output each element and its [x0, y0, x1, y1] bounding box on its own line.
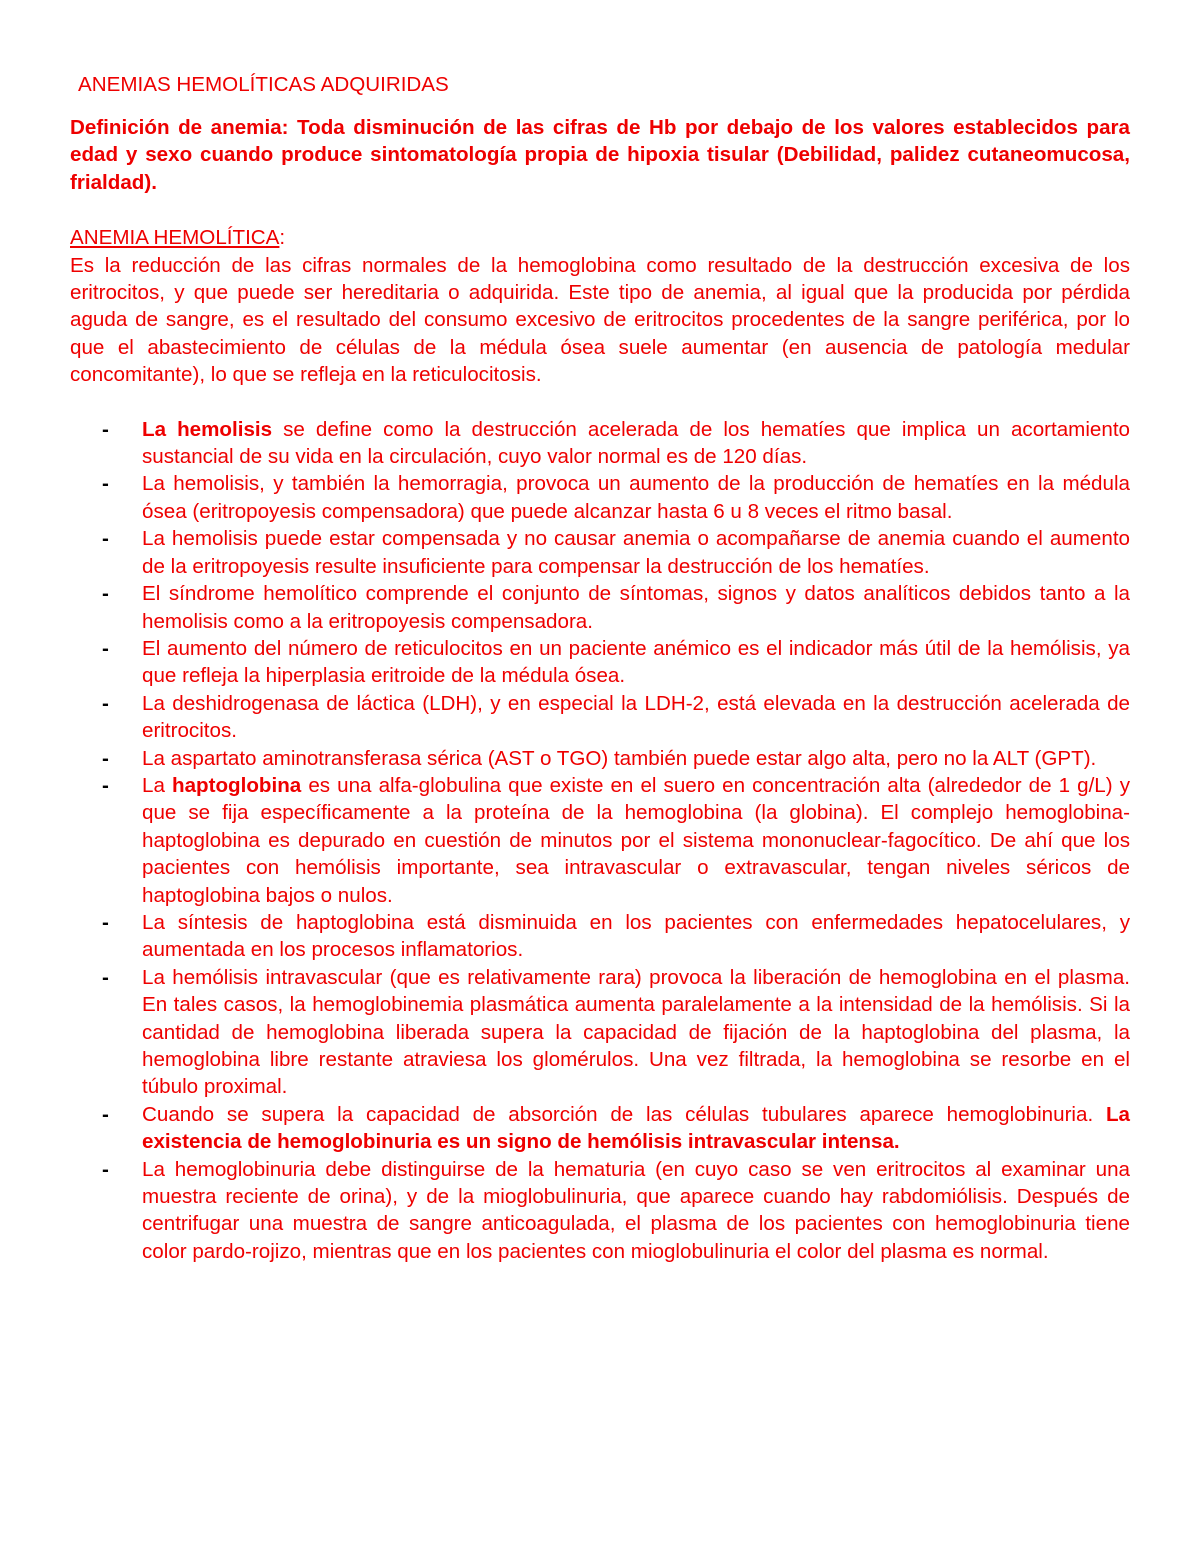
bullet-text: El síndrome hemolítico comprende el conjunto de síntomas, signos y datos analíticos debidos tanto a la hemolisis como a la eritropoyesis compensadora.	[142, 582, 1130, 633]
document-page	[70, 68, 1130, 1265]
list-item	[70, 909, 1130, 964]
bullet-dash: -	[102, 910, 109, 934]
document-title: ANEMIAS HEMOLÍTICAS ADQUIRIDAS	[78, 73, 449, 96]
list-item	[70, 772, 1130, 909]
bullet-dash: -	[102, 527, 109, 551]
bullet-text-prefix: La	[142, 773, 172, 797]
bullet-dash: -	[102, 965, 109, 989]
list-item	[70, 525, 1130, 580]
bullet-text: El aumento del número de reticulocitos en un paciente anémico es el indicador más útil de la hemólisis, ya que refleja la hiperplasia eritroide de la médula ósea.	[142, 636, 1130, 688]
bullet-dash: -	[102, 1102, 109, 1126]
bullet-dash: -	[102, 636, 109, 660]
list-item	[70, 1101, 1130, 1156]
list-item	[70, 1156, 1130, 1266]
bullet-list	[70, 416, 1130, 1266]
list-item	[70, 964, 1130, 1101]
bullet-text: La aspartato aminotransferasa sérica (AST o TGO) también puede estar algo alta, pero no la ALT (GPT).	[142, 746, 1097, 770]
bullet-dash: -	[102, 417, 109, 441]
bullet-text: La síntesis de haptoglobina está disminuida en los pacientes con enfermedades hepatocelulares, y aumentada en los procesos inflamatorios.	[142, 910, 1130, 962]
bullet-dash: -	[102, 691, 109, 715]
list-item	[70, 580, 1130, 635]
bullet-text: es una alfa-globulina que existe en el suero en concentración alta (alrededor de 1 g/L) y que se fija específicamente a la proteína de la hemoglobina (la globina). El complejo hemoglobina-haptoglobina es depurado en cuestión de minutos por el sistema mononuclear-fagocítico. De ahí que los pacientes con hemólisis importante, sea intravascular o extravascular, tengan niveles séricos de haptoglobina bajos o nulos.	[142, 773, 1130, 907]
bullet-dash: -	[102, 472, 109, 496]
section-heading-text: ANEMIA HEMOLÍTICA	[70, 226, 280, 250]
bullet-dash: -	[102, 582, 109, 606]
bullet-bold-term: haptoglobina	[171, 773, 302, 797]
section-intro: Es la reducción de las cifras normales de la hemoglobina como resultado de la destrucción excesiva de los eritrocitos, y que puede ser hereditaria o adquirida. Este tipo de anemia, al igual que la producida por pérdida aguda de sangre, es el resultado del consumo excesivo de eritrocitos procedentes de la sangre periférica, por lo que el abastecimiento de células de la médula ósea suele aumentar (en ausencia de patología medular concomitante), lo que se refleja en la reticulocitosis.	[70, 253, 1130, 387]
bullet-text: La hemoglobinuria debe distinguirse de la hematuria (en cuyo caso se ven eritrocitos al examinar una muestra reciente de orina), y de la mioglobulinuria, que aparece cuando hay rabdomiólisis. Después de centrifugar una muestra de sangre anticoagulada, el plasma de los pacientes con hemoglobinuria tiene color pardo-rojizo, mientras que en los pacientes con mioglobulinuria el color del plasma es normal.	[142, 1157, 1130, 1263]
bullet-text: Cuando se supera la capacidad de absorción de las células tubulares aparece hemoglobinuria.	[142, 1102, 1106, 1126]
section-heading-colon: :	[279, 226, 286, 250]
bullet-text: La hemolisis, y también la hemorragia, provoca un aumento de la producción de hematíes en la médula ósea (eritropoyesis compensadora) que puede alcanzar hasta 6 u 8 veces el ritmo basal.	[142, 472, 1130, 523]
list-item	[70, 416, 1130, 471]
list-item	[70, 745, 1130, 772]
list-item	[70, 690, 1130, 745]
bullet-dash: -	[102, 1157, 109, 1181]
list-item	[70, 470, 1130, 525]
section-heading	[70, 224, 1130, 251]
bullet-bold-conclusion: La existencia de hemoglobinuria es un signo de hemólisis intravascular intensa.	[142, 1102, 1130, 1154]
bullet-text: La hemólisis intravascular (que es relativamente rara) provoca la liberación de hemoglobina en el plasma. En tales casos, la hemoglobinemia plasmática aumenta paralelamente a la intensidad de la hemólisis. Si la cantidad de hemoglobina liberada supera la capacidad de fijación de la haptoglobina del plasma, la hemoglobina libre restante atraviesa los glomérulos. Una vez filtrada, la hemoglobina se resorbe en el túbulo proximal.	[142, 965, 1130, 1099]
bullet-dash: -	[102, 773, 109, 797]
bullet-text: se define como la destrucción acelerada de los hematíes que implica un acortamiento sustancial de su vida en la circulación, cuyo valor normal es de 120 días.	[142, 417, 1130, 469]
anemia-definition: Definición de anemia: Toda disminución de las cifras de Hb por debajo de los valores establecidos para edad y sexo cuando produce sintomatología propia de hipoxia tisular (Debilidad, palidez cutaneomucosa, frialdad).	[70, 116, 1130, 194]
bullet-bold-term: La hemolisis	[142, 417, 273, 441]
bullet-dash: -	[102, 746, 109, 770]
list-item	[70, 635, 1130, 690]
bullet-text: La deshidrogenasa de láctica (LDH), y en especial la LDH-2, está elevada en la destrucción acelerada de eritrocitos.	[142, 691, 1130, 743]
bullet-text: La hemolisis puede estar compensada y no causar anemia o acompañarse de anemia cuando el aumento de la eritropoyesis resulte insuficiente para compensar la destrucción de los hematíes.	[142, 527, 1130, 578]
